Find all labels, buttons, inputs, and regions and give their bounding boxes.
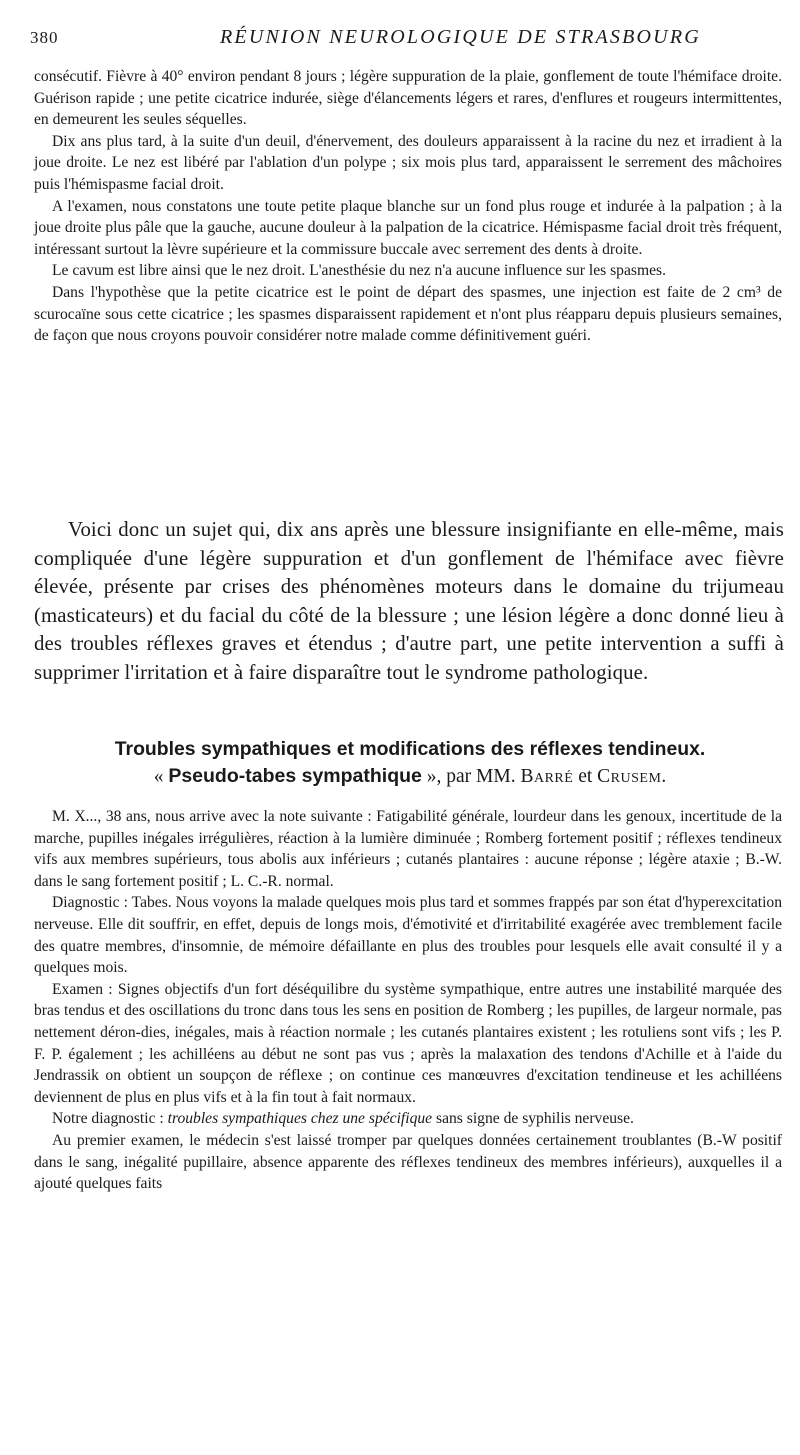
diagnosis-paragraph (34, 1108, 782, 1130)
close-quote: », (421, 766, 447, 787)
page-number: 380 (30, 28, 59, 47)
paragraph: Au premier examen, le médecin s'est laissé tromper par quelques données certainement troublantes (B.-W positif dans le sang, inégalité pupillaire, absence apparente des réflexes tendineux des membres inférieurs), auxquelles il a ajouté quelques faits (34, 1131, 782, 1193)
conclusion-text (34, 516, 784, 688)
byline-conjunction: et (573, 766, 598, 787)
diagnosis-lead: Notre diagnostic : (52, 1110, 168, 1128)
case-continuation-text (34, 66, 782, 347)
paragraph: Diagnostic : Tabes. Nous voyons la malade quelques mois plus tard et sommes frappés par son état d'hyperexcitation nerveuse. Elle dit souffrir, en effet, depuis de longs mois, d'émotivité et d'irritabilité exagérée avec tremblement facile des quatre membres, d'insomnie, de mémoire défaillante en plus des troubles pour lesquels elle avait consulté il y a quelques mois. (34, 894, 782, 977)
running-title: RÉUNION NEUROLOGIQUE DE STRASBOURG (220, 26, 701, 48)
page-header (30, 18, 782, 50)
byline-period: . (661, 766, 667, 787)
paragraph: Dix ans plus tard, à la suite d'un deuil, d'énervement, des douleurs apparaissent à la racine du nez et irradient à la joue droite. Le nez est libéré par l'ablation d'un polype ; six mois plus tard, apparaissent le serrement des mâchoires puis l'hémispasme facial droit. (34, 132, 782, 193)
case-report-text (34, 806, 782, 1195)
byline-prefix: par MM. (446, 766, 521, 787)
author-name: Crusem (597, 766, 662, 787)
paragraph: Examen : Signes objectifs d'un fort déséquilibre du système sympathique, entre autres une instabilité marquée des bras tendus et des oscillations du tronc dans tous les sens en position de Romberg ; les pupilles, de largeur normale, pas nettement déron-dies, inégales, mais à réaction normale ; les cutanés plantaires existent ; les rotuliens sont vifs ; les P. F. P. également ; les achilléens au début ne sont pas vus ; après la malaxation des tendons d'Achille et à l'aide du Jendrassik on obtient un soupçon de réflexe ; on continue ces manœuvres d'excitation tendineuse et les achilléens deviennent de plus en plus vifs et à la fin tout à fait normaux. (34, 980, 782, 1106)
paragraph: Le cavum est libre ainsi que le nez droit. L'anesthésie du nez n'a aucune influence sur les spasmes. (52, 262, 666, 280)
paragraph: A l'examen, nous constatons une toute petite plaque blanche sur un fond plus rouge et indurée à la palpation ; à la joue droite plus pâle que la gauche, aucune douleur à la palpation de la cicatrice. Hémispasme facial droit très fréquent, intéressant surtout la lèvre supérieure et la commissure buccale avec serrement des dents à droite. (34, 197, 782, 258)
open-quote: « (153, 766, 169, 787)
paragraph: M. X..., 38 ans, nous arrive avec la note suivante : Fatigabilité générale, lourdeur dans les genoux, incertitude de la marche, pupilles inégales irrégulières, réaction à la lumière diminuée ; Romberg fortement positif ; réflexes tendineux vifs aux membres supérieurs, tous abolis aux inférieurs ; cutanés plantaires : aucune réponse ; légère ataxie ; B.-W. dans le sang fortement positif ; L. C.-R. normal. (34, 808, 782, 890)
section-subtitle (34, 763, 786, 790)
paragraph: consécutif. Fièvre à 40° environ pendant 8 jours ; légère suppuration de la plaie, gonflement de toute l'hémiface droite. Guérison rapide ; une petite cicatrice indurée, siège d'élancements légers et rares, d'enflures et rougeurs intermittentes, en demeurent les seules séquelles. (34, 68, 782, 129)
section-title: Troubles sympathiques et modifications des réflexes tendineux. (114, 738, 706, 760)
paragraph: Dans l'hypothèse que la petite cicatrice est le point de départ des spasmes, une injection est faite de 2 cm³ de scurocaïne sous cette cicatrice ; les spasmes disparaissent rapidement et n'ont plus réapparu depuis plusieurs semaines, de façon que nous croyons pouvoir considérer notre malade comme définitivement guéri. (34, 283, 782, 345)
author-name: Barré (520, 766, 574, 787)
diagnosis-italic: troubles sympathiques chez une spécifique (167, 1110, 433, 1128)
diagnosis-tail: sans signe de syphilis nerveuse. (432, 1110, 634, 1128)
subtitle-topic: Pseudo-tabes sympathique (168, 765, 422, 787)
conclusion-paragraph: Voici donc un sujet qui, dix ans après une blessure insignifiante en elle-même, mais compliquée d'une légère suppuration et d'un gonflement de l'hémiface avec fièvre élevée, présente par crises des phénomènes moteurs dans le domaine du trijumeau (masticateurs) et du facial du côté de la blessure ; une lésion légère a donc donné lieu à des troubles réflexes graves et étendus ; d'autre part, une petite intervention a suffi à supprimer l'irritation et à faire disparaître tout le syndrome pathologique. (34, 518, 784, 684)
